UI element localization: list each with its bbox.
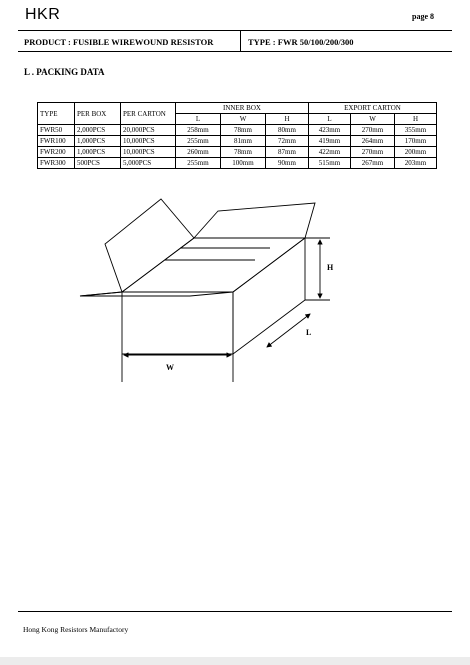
cell: 10,000PCS <box>121 147 176 158</box>
cell: 90mm <box>266 158 309 169</box>
header-dim: W <box>351 114 395 125</box>
cell: 1,000PCS <box>75 136 121 147</box>
cell: 2,000PCS <box>75 125 121 136</box>
header-dim: H <box>266 114 309 125</box>
box-flap-back-left <box>105 199 194 292</box>
cell: 264mm <box>351 136 395 147</box>
cell: FWR100 <box>38 136 75 147</box>
length-arrow <box>267 314 310 347</box>
header-dim: W <box>221 114 266 125</box>
company-logo: HKR <box>25 6 61 23</box>
height-label: H <box>327 263 334 272</box>
product-type: TYPE : FWR 50/100/200/300 <box>248 37 354 47</box>
width-label: W <box>166 363 174 372</box>
cell: 5,000PCS <box>121 158 176 169</box>
cell: 80mm <box>266 125 309 136</box>
cell: 20,000PCS <box>121 125 176 136</box>
cell: 255mm <box>176 158 221 169</box>
header-export-carton: EXPORT CARTON <box>309 103 437 114</box>
box-top-opening <box>122 238 305 292</box>
cell: 355mm <box>395 125 437 136</box>
header-dim: L <box>309 114 351 125</box>
box-flap-back <box>194 203 315 238</box>
cell: 267mm <box>351 158 395 169</box>
cell: 419mm <box>309 136 351 147</box>
cell: 81mm <box>221 136 266 147</box>
header-dim: L <box>176 114 221 125</box>
box-front-face <box>122 292 233 354</box>
header-per-carton: PER CARTON <box>121 103 176 125</box>
cell: 170mm <box>395 136 437 147</box>
cell: 500PCS <box>75 158 121 169</box>
cell: FWR200 <box>38 147 75 158</box>
cell: 78mm <box>221 147 266 158</box>
section-title: L . PACKING DATA <box>24 67 105 77</box>
cell: 200mm <box>395 147 437 158</box>
footer-rule <box>18 611 452 612</box>
cell: 100mm <box>221 158 266 169</box>
cell: 87mm <box>266 147 309 158</box>
footer-company: Hong Kong Resistors Manufactory <box>23 625 129 634</box>
cell: 515mm <box>309 158 351 169</box>
cell: 422mm <box>309 147 351 158</box>
cell: FWR50 <box>38 125 75 136</box>
cell: 72mm <box>266 136 309 147</box>
cell: 260mm <box>176 147 221 158</box>
cell: 270mm <box>351 125 395 136</box>
cell: 78mm <box>221 125 266 136</box>
product-title: PRODUCT : FUSIBLE WIREWOUND RESISTOR <box>24 37 214 47</box>
header-inner-box: INNER BOX <box>176 103 309 114</box>
page-number: page 8 <box>412 12 434 21</box>
cell: 10,000PCS <box>121 136 176 147</box>
box-side-face <box>233 238 305 354</box>
cell: 423mm <box>309 125 351 136</box>
length-label: L <box>306 328 312 337</box>
header-per-box: PER BOX <box>75 103 121 125</box>
header-dim: H <box>395 114 437 125</box>
cell: 203mm <box>395 158 437 169</box>
cell: 255mm <box>176 136 221 147</box>
cell: FWR300 <box>38 158 75 169</box>
cell: 1,000PCS <box>75 147 121 158</box>
header-type: TYPE <box>38 103 75 125</box>
cell: 258mm <box>176 125 221 136</box>
cell: 270mm <box>351 147 395 158</box>
box-flap-left <box>80 292 122 296</box>
